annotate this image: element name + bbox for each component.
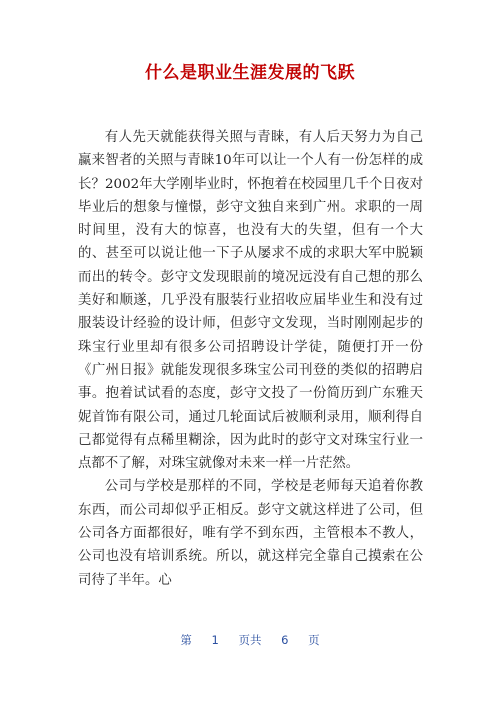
- total-prefix: 页共: [238, 633, 262, 647]
- paragraph-1: 有人先天就能获得关照与青睐，有人后天努力为自己赢来智者的关照与青睐10年可以让一个人有一份怎样的成长？2002年大学刚毕业时，怀抱着在校园里几千个日夜对毕业后的想象与憧憬，彭守文独自来到广州。求职的一周时间里，没有大的惊喜，也没有大的失望，但有一个大的、甚至可以说让他一下子从屡求不成的求职大军中脱颖而出的转令。彭守文发现眼前的境况远没有自己想的那么美好和顺遂，几乎没有服装行业招收应届毕业生和没有过服装设计经验的设计师，但彭守文发现，当时刚刚起步的珠宝行业里却有很多公司招聘设计学徒，随便打开一份《广州日报》就能发现很多珠宝公司刊登的类似的招聘启事。抱着试试看的态度，彭守文投了一份简历到广东雅天妮首饰有限公司，通过几轮面试后被顺利录用，顺利得自己都觉得有点稀里糊涂，因为此时的彭守文对珠宝行业一点都不了解，对珠宝就像对未来一样一片茫然。: [78, 130, 423, 472]
- page-number: 1: [211, 633, 219, 647]
- page-prefix: 第: [180, 633, 192, 647]
- document-body: [78, 126, 423, 592]
- document-title: 什么是职业生涯发展的飞跃: [145, 63, 355, 83]
- total-pages: 6: [281, 633, 289, 647]
- page-suffix: 页: [308, 633, 320, 647]
- page-footer: [0, 632, 500, 648]
- paragraph-2: 公司与学校是那样的不同，学校是老师每天追着你教东西，而公司却似乎正相反。彭守文就这样进了公司，但公司各方面都很好，唯有学不到东西，主管根本不教人，公司也没有培训系统。所以，就这样完全靠自己摸索在公司待了半年。心: [78, 479, 423, 588]
